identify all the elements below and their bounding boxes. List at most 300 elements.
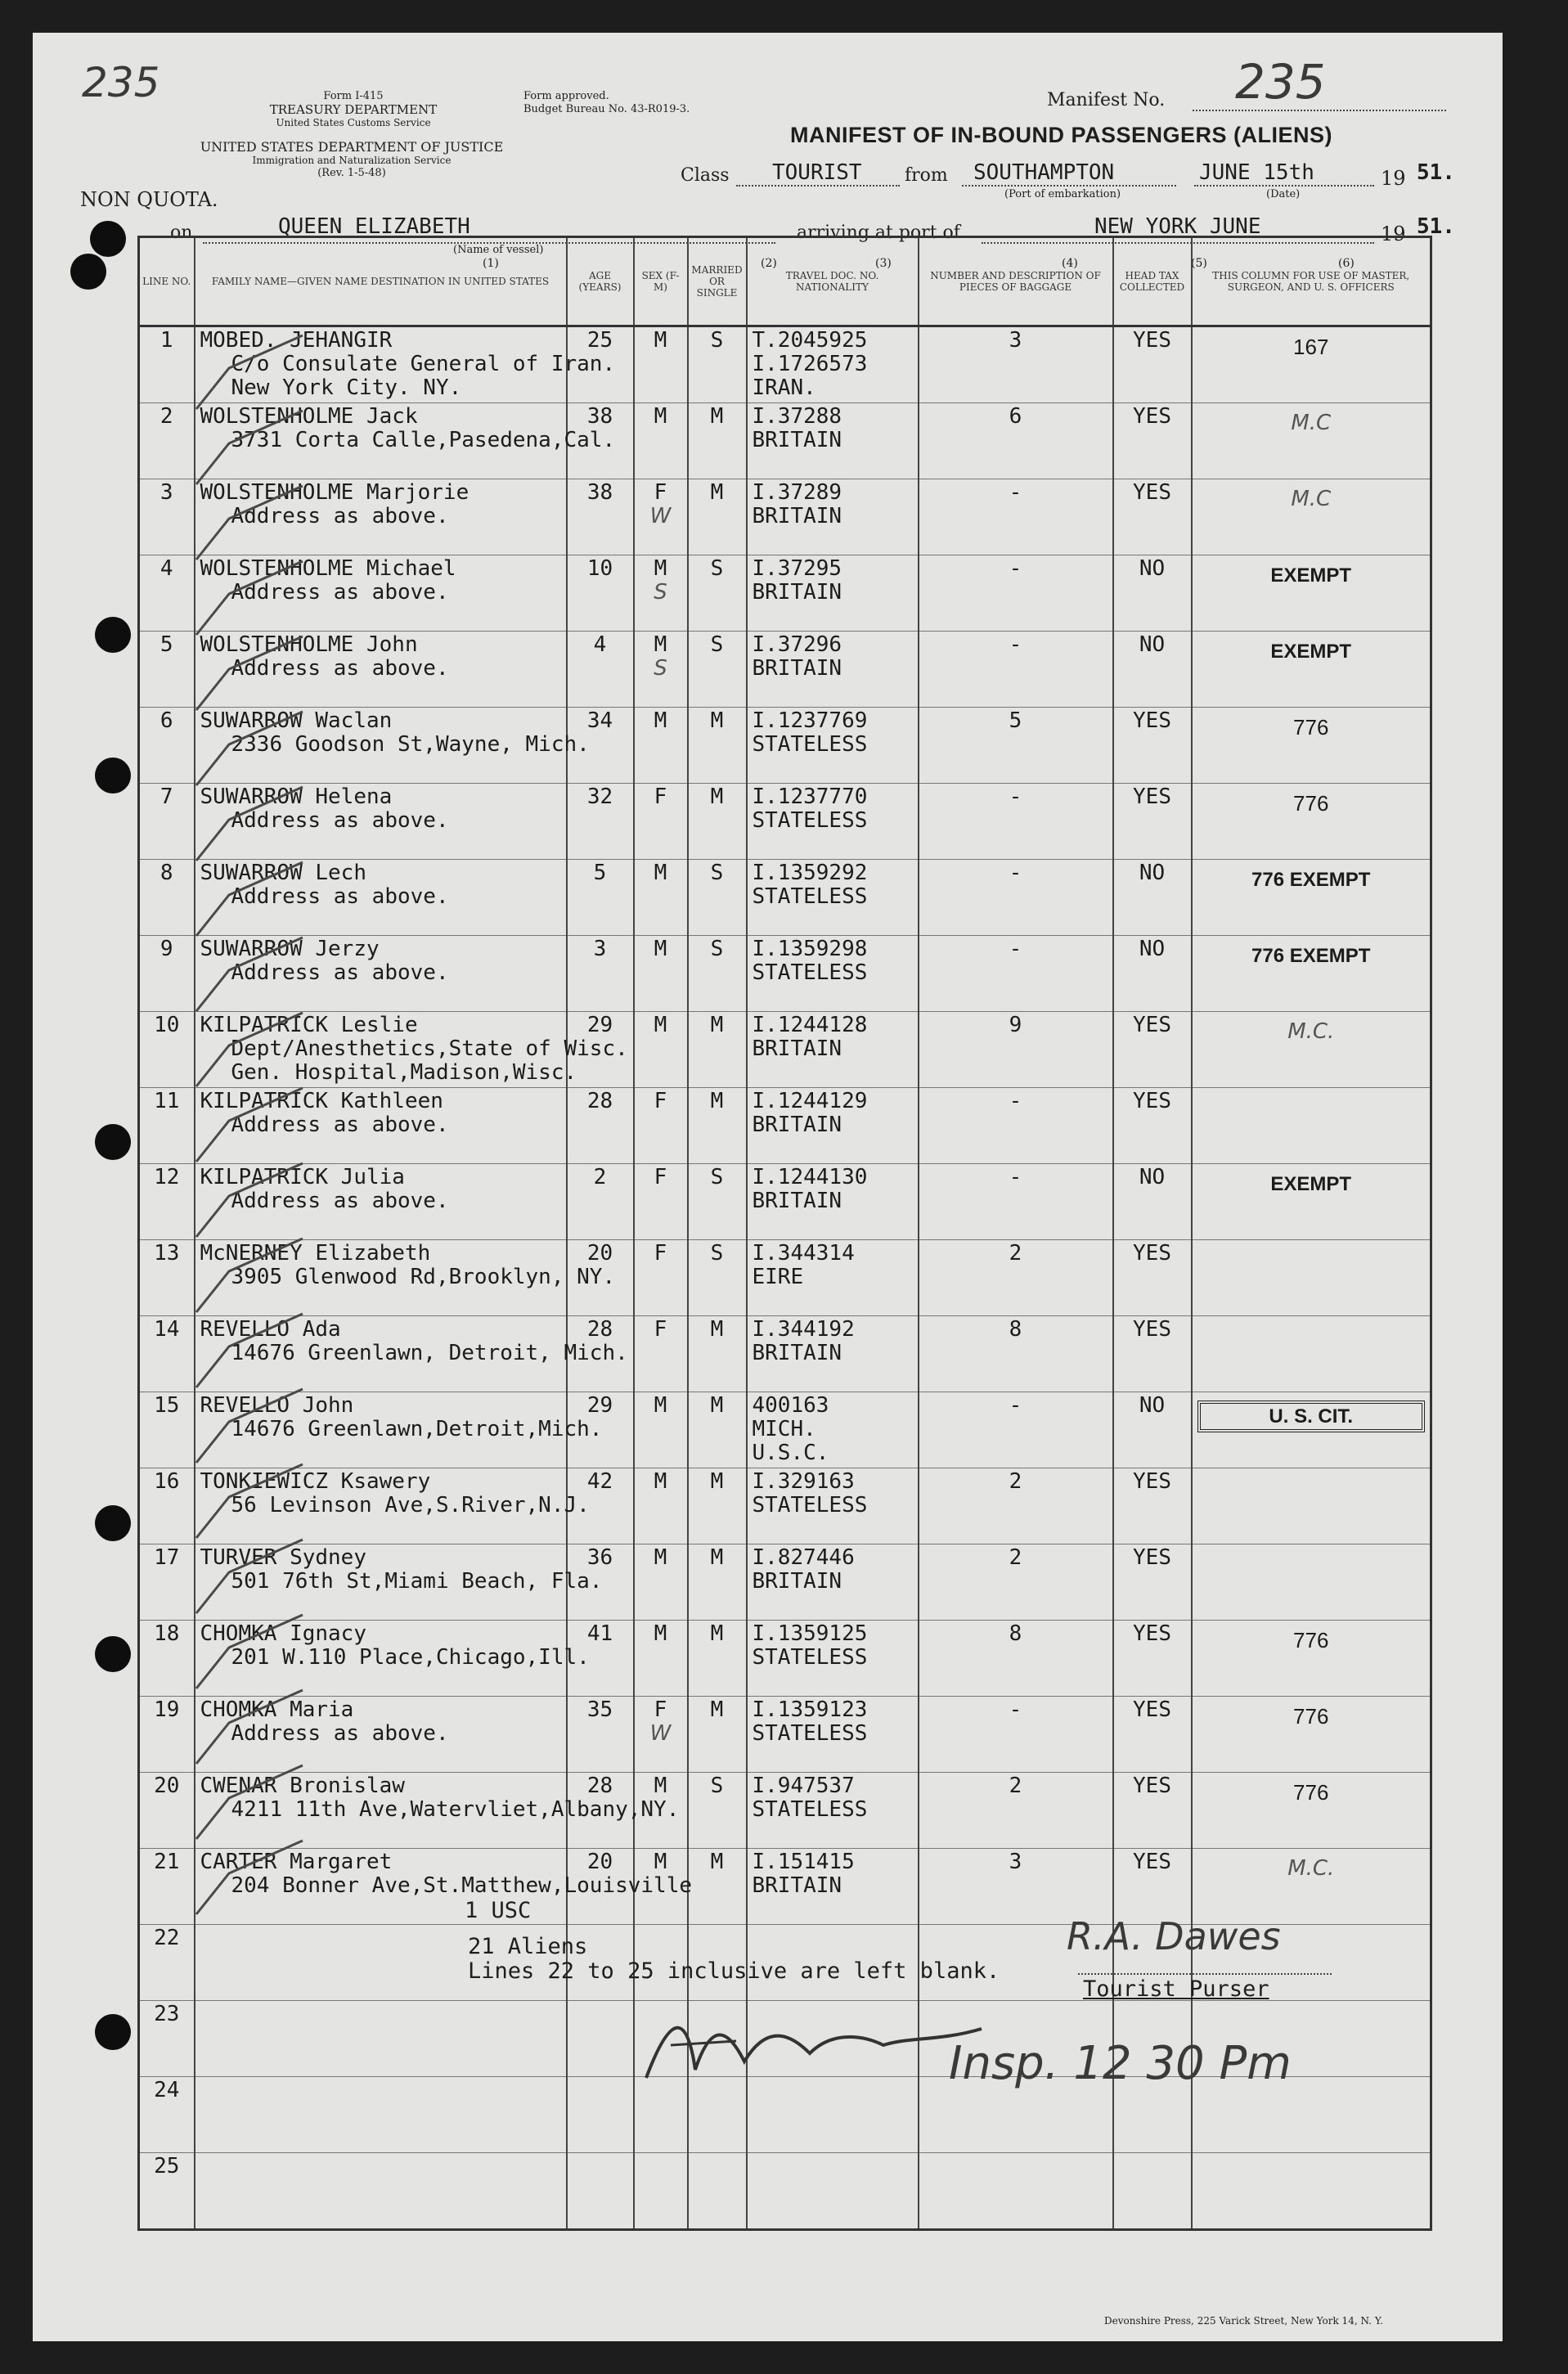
age-cell [567,1012,634,1088]
officer-use-cell [1192,1164,1431,1240]
manifest-no: 235 [1235,54,1326,110]
age-cell [567,860,634,936]
baggage-cell-bag: 2 [1009,1241,1022,1266]
marital-cell-ms: M [710,404,724,429]
passenger-name-addr: Dept/Anesthetics,State of Wisc. [231,1036,628,1061]
sex-cell [634,708,688,784]
head-tax-cell [1113,1773,1192,1849]
sex-cell-sex: M [654,1469,667,1494]
class-line [736,185,900,187]
officer-use-cell [1192,1316,1431,1392]
passenger-name-addr: 56 Levinson Ave,S.River,N.J. [231,1493,590,1517]
marital-cell-ms: S [710,1774,724,1798]
date-caption: (Date) [1266,188,1301,200]
line-number-line: 23 [154,2002,180,2026]
age-cell [567,2153,634,2230]
travel-doc-cell [747,2153,919,2230]
age-cell-age: 41 [586,1621,613,1646]
marital-cell [688,1316,747,1392]
age-cell-age: 10 [586,556,613,581]
officer-use-cell [1192,1088,1431,1164]
marital-cell-ms: S [710,937,724,961]
sex-cell [634,2153,688,2230]
passenger-name-addr: Address as above. [231,884,449,909]
baggage-cell-bag: - [1009,556,1022,581]
line-number-line: 13 [154,1241,180,1266]
head-tax-cell-tax: YES [1133,785,1171,809]
sex-cell-sex: M [654,1545,667,1570]
header-officer-use: THIS COLUMN FOR USE OF MASTER, SURGEON, AND U. S. OFFICERS [1192,237,1431,326]
head-tax-cell-tax: YES [1133,404,1171,429]
travel-doc-cell-doc: I.37288 [752,404,842,429]
baggage-cell [919,1316,1113,1392]
officer-use-cell-use: U. S. CIT. [1197,1401,1426,1432]
officer-use-cell-use: 776 [1293,1780,1329,1805]
table-header-row [139,237,1431,326]
passenger-name-name: MOBED. JEHANGIR [200,328,393,353]
alien-count: 21 Aliens [468,1934,588,1959]
baggage-cell-bag: 8 [1009,1317,1022,1342]
sex-cell [634,1468,688,1544]
travel-doc-cell-nat: STATELESS [752,884,868,909]
head-tax-cell [1113,2153,1192,2230]
sex-cell-sex: F [654,480,667,505]
officer-use-cell-use: EXEMPT [1270,641,1352,663]
marital-cell-ms: S [710,861,724,885]
travel-doc-cell [747,1621,919,1697]
age-cell [567,1240,634,1316]
baggage-cell-bag: 9 [1009,1013,1022,1037]
age-cell [567,403,634,479]
marital-cell [688,936,747,1012]
page-title: MANIFEST OF IN-BOUND PASSENGERS (ALIENS) [790,123,1333,147]
passenger-name-addr: Address as above. [231,580,449,605]
travel-doc-cell [747,1392,919,1468]
baggage-cell [919,632,1113,708]
travel-doc-cell [747,1468,919,1544]
baggage-cell [919,326,1113,403]
arriving-label: arriving at port of [797,223,960,243]
head-tax-cell-tax: YES [1133,1774,1171,1798]
marital-cell [688,784,747,860]
head-tax-cell [1113,784,1192,860]
sex-cell [634,555,688,632]
line-number-line: 6 [159,708,173,733]
line-number [139,2001,195,2077]
stamp-number: 235 [82,59,160,106]
marital-cell-ms: S [710,556,724,581]
travel-doc-cell [747,860,919,936]
officer-use-cell [1192,2153,1431,2230]
passenger-name-addr: 3905 Glenwood Rd,Brooklyn, NY. [231,1265,616,1289]
baggage-cell-bag: - [1009,1165,1022,1189]
header-age: AGE (YEARS) [567,237,634,326]
age-cell [567,1697,634,1773]
passenger-name-name: CHOMKA Maria [200,1697,354,1722]
form-approved: Form approved. [523,90,609,102]
travel-doc-cell-doc: I.344192 [752,1317,855,1342]
marital-cell-ms: M [710,1697,724,1722]
sex-cell [634,936,688,1012]
year2-prefix: 19 [1381,223,1406,245]
head-tax-cell [1113,860,1192,936]
check-mark [196,1239,303,1312]
travel-doc-cell-doc: I.1237770 [752,785,868,809]
head-tax-cell [1113,403,1192,479]
head-tax-cell [1113,1392,1192,1468]
head-tax-cell-tax: YES [1133,480,1171,505]
line-number-line: 2 [159,404,173,429]
sex-cell-sex: F [654,1241,667,1266]
baggage-cell [919,1012,1113,1088]
check-mark [196,1841,303,1914]
punch-hole [70,254,106,290]
baggage-cell-bag: 2 [1009,1545,1022,1570]
passenger-name-addr: Address as above. [231,1113,449,1137]
sex-cell [634,1697,688,1773]
age-cell [567,1849,634,1925]
age-cell-age: 29 [586,1393,613,1418]
head-tax-cell [1113,1088,1192,1164]
travel-doc-cell-doc: I.344314 [752,1241,855,1266]
head-tax-cell [1113,1316,1192,1392]
baggage-cell-bag: 2 [1009,1469,1022,1494]
travel-doc-cell [747,1544,919,1621]
punch-hole [95,617,131,653]
budget-number: Budget Bureau No. 43-R019-3. [523,103,690,115]
check-mark [196,1464,303,1538]
marital-cell-ms: S [710,328,724,353]
form-dept: TREASURY DEPARTMENT [269,102,438,117]
port-value: SOUTHAMPTON [973,160,1115,185]
check-mark [196,712,303,785]
age-cell [567,326,634,403]
age-cell-age: 38 [586,404,613,429]
officer-use-cell [1192,708,1431,784]
head-tax-cell-tax: NO [1139,632,1166,657]
marital-cell-ms: M [710,1089,724,1113]
passenger-name-addr: Address as above. [231,1189,449,1213]
travel-doc-cell-doc: I.1237769 [752,708,868,733]
officer-use-cell [1192,1468,1431,1544]
travel-doc-cell-nat: BRITAIN [752,1569,842,1594]
passenger-name-addr: 4211 11th Ave,Watervliet,Albany,NY. [231,1797,680,1822]
baggage-cell [919,1088,1113,1164]
age-cell-age: 3 [593,937,607,961]
marital-cell [688,632,747,708]
header-name: FAMILY NAME—GIVEN NAME DESTINATION IN UNITED STATES [195,237,567,326]
marital-cell-ms: M [710,1850,724,1874]
travel-doc-cell-doc2: I.1726573 [752,352,868,376]
passenger-name-addr2: New York City. NY. [231,375,462,400]
sex-cell-sex: M [654,404,667,429]
age-cell [567,632,634,708]
head-tax-cell-tax: YES [1133,328,1171,353]
travel-doc-cell [747,326,919,403]
passenger-name-name: SUWARROW Jerzy [200,937,380,961]
passenger-name-name: REVELLO Ada [200,1317,341,1342]
age-cell-age: 32 [586,785,613,809]
travel-doc-cell-nat: STATELESS [752,1721,868,1746]
passenger-name-name: WOLSTENHOLME John [200,632,418,657]
marital-cell-ms: M [710,1545,724,1570]
age-cell [567,479,634,555]
check-mark [196,636,303,710]
travel-doc-cell [747,1773,919,1849]
line-number-line: 19 [154,1697,180,1722]
line-number-line: 17 [154,1545,180,1570]
head-tax-cell [1113,1468,1192,1544]
travel-doc-cell-doc: I.1359298 [752,937,868,961]
officer-use-cell [1192,1849,1431,1925]
marital-cell [688,1849,747,1925]
officer-use-cell-use: 776 [1293,1704,1329,1729]
age-cell [567,555,634,632]
marital-cell [688,708,747,784]
officer-use-cell [1192,784,1431,860]
sex-cell [634,1164,688,1240]
marital-cell [688,1773,747,1849]
age-cell [567,1773,634,1849]
travel-doc-cell-doc: I.1244128 [752,1013,868,1037]
form-id: Form I-415 [323,90,384,102]
usc-count: 1 USC [465,1898,532,1923]
head-tax-cell-tax: NO [1139,861,1166,885]
officer-use-cell-use: EXEMPT [1270,1173,1352,1195]
marital-cell-ms: S [710,1241,724,1266]
baggage-cell-bag: - [1009,480,1022,505]
marital-cell [688,1240,747,1316]
officer-use-cell-use: 776 [1293,1628,1329,1652]
marital-cell [688,326,747,403]
arrival-port: NEW YORK JUNE [1094,214,1261,239]
age-cell-age: 20 [586,1241,613,1266]
travel-doc-cell-nat: BRITAIN [752,1189,842,1213]
passenger-name-name: WOLSTENHOLME Marjorie [200,480,470,505]
blank-lines-note: Lines 22 to 25 inclusive are left blank. [468,1958,1000,1984]
travel-doc-cell-nat: BRITAIN [752,580,842,605]
sex-cell [634,1544,688,1621]
doj-title: UNITED STATES DEPARTMENT OF JUSTICE [200,139,504,155]
header-married: MARRIED OR SINGLE [688,237,747,326]
sex-cell [634,1849,688,1925]
sex-cell-sex: F [654,1165,667,1189]
non-quota: NON QUOTA. [80,188,218,211]
passenger-name [195,2001,567,2077]
age-cell [567,708,634,784]
baggage-cell [919,1240,1113,1316]
marital-cell [688,403,747,479]
signer-title: Tourist Purser [1083,1976,1269,2002]
passenger-name-name: TONKIEWICZ Ksawery [200,1469,431,1494]
travel-doc-cell-doc: I.1359125 [752,1621,868,1646]
travel-doc-cell [747,936,919,1012]
age-cell-age: 36 [586,1545,613,1570]
check-mark [196,937,303,1011]
baggage-cell-bag: - [1009,1393,1022,1418]
baggage-cell-bag: - [1009,1089,1022,1113]
marital-cell [688,1164,747,1240]
age-cell [567,1544,634,1621]
travel-doc-cell-nat: U.S.C. [752,1441,829,1465]
head-tax-cell [1113,1849,1192,1925]
head-tax-cell-tax: NO [1139,1165,1166,1189]
baggage-cell [919,784,1113,860]
age-cell [567,1621,634,1697]
header-head-tax: HEAD TAX COLLECTED [1113,237,1192,326]
officer-use-cell [1192,555,1431,632]
sex-cell-hand: S [654,580,667,605]
officer-use-cell-use: 776 [1293,715,1329,740]
line-number [139,2153,195,2230]
check-mark [196,787,303,861]
marital-cell-ms: M [710,1317,724,1342]
line-number-line: 21 [154,1850,180,1874]
line-number-line: 22 [154,1926,180,1950]
sex-cell [634,1316,688,1392]
marital-cell [688,1392,747,1468]
age-cell-age: 20 [586,1850,613,1874]
travel-doc-cell [747,1088,919,1164]
marital-cell [688,1468,747,1544]
col-num-3: (3) [875,257,892,270]
travel-doc-cell-nat: IRAN. [752,375,816,400]
passenger-name-name: McNERNEY Elizabeth [200,1241,431,1266]
check-mark [196,862,303,936]
travel-doc-cell [747,1240,919,1316]
officer-use-cell-use: M.C. [1287,1019,1335,1044]
check-mark [196,1765,303,1839]
baggage-cell [919,1544,1113,1621]
line-number-line: 10 [154,1013,180,1037]
head-tax-cell [1113,708,1192,784]
travel-doc-cell-nat: STATELESS [752,1493,868,1517]
check-mark [196,1389,303,1463]
officer-use-cell [1192,326,1431,403]
sex-cell-sex: F [654,785,667,809]
line-number-line: 20 [154,1774,180,1798]
baggage-cell-bag: - [1009,785,1022,809]
baggage-cell-bag: - [1009,861,1022,885]
age-cell-age: 28 [586,1317,613,1342]
travel-doc-cell-doc: I.947537 [752,1774,855,1798]
baggage-cell [919,1849,1113,1925]
head-tax-cell-tax: YES [1133,1317,1171,1342]
sex-cell [634,1773,688,1849]
baggage-cell [919,2153,1113,2230]
passenger-name-name: CARTER Margaret [200,1850,393,1874]
officer-use-cell [1192,936,1431,1012]
passenger-name-name: CWENAR Bronislaw [200,1774,405,1798]
travel-doc-cell-doc: I.151415 [752,1850,855,1874]
age-cell-age: 34 [586,708,613,733]
baggage-cell [919,1621,1113,1697]
sex-cell-hand: W [649,1721,672,1746]
travel-doc-cell-doc: T.2045925 [752,328,868,353]
col-num-1: (1) [483,257,499,270]
passenger-name-name: KILPATRICK Julia [200,1165,405,1189]
passenger-name-name: SUWARROW Lech [200,861,366,885]
marital-cell [688,2153,747,2230]
vessel-name: QUEEN ELIZABETH [278,214,470,239]
line-number-line: 16 [154,1469,180,1494]
officer-use-cell [1192,1621,1431,1697]
line-number-line: 3 [159,480,173,505]
travel-doc-cell-doc: I.1244129 [752,1089,868,1113]
marital-cell [688,479,747,555]
travel-doc-cell-nat: BRITAIN [752,1113,842,1137]
travel-doc-cell-doc: 400163 [752,1393,829,1418]
marital-cell-ms: M [710,1469,724,1494]
port-caption: (Port of embarkation) [1004,188,1121,200]
manifest-no-label: Manifest No. [1047,90,1166,110]
officer-use-cell [1192,860,1431,936]
col-num-4: (4) [1062,257,1078,270]
travel-doc-cell [747,555,919,632]
class-label: Class [681,165,730,186]
year2-value: 51. [1417,214,1455,239]
age-cell-age: 28 [586,1774,613,1798]
officer-use-cell [1192,632,1431,708]
approval-block [523,90,690,116]
head-tax-cell [1113,1240,1192,1316]
punch-hole [95,758,131,794]
passenger-name-name: CHOMKA Ignacy [200,1621,366,1646]
marital-cell [688,1088,747,1164]
sex-cell-sex: F [654,1697,667,1722]
age-cell [567,1164,634,1240]
check-mark [196,1615,303,1688]
head-tax-cell [1113,1697,1192,1773]
age-cell [567,2001,634,2077]
head-tax-cell-tax: YES [1133,1697,1171,1722]
form-block [231,90,476,129]
signature-line [1078,1973,1332,1975]
travel-doc-cell [747,784,919,860]
head-tax-cell-tax: YES [1133,1850,1171,1874]
class-value: TOURIST [772,160,862,185]
head-tax-cell-tax: NO [1139,556,1166,581]
sex-cell [634,860,688,936]
baggage-cell-bag: 2 [1009,1774,1022,1798]
sex-cell-sex: F [654,1089,667,1113]
travel-doc-cell-nat: STATELESS [752,1645,868,1670]
header-travel-doc: TRAVEL DOC. NO. NATIONALITY [747,237,919,326]
passenger-name-addr: 501 76th St,Miami Beach, Fla. [231,1569,603,1594]
baggage-cell [919,1468,1113,1544]
line-number-line: 14 [154,1317,180,1342]
marital-cell-ms: S [710,632,724,657]
purser-signature: R.A. Dawes [1067,1914,1281,1958]
head-tax-cell-tax: YES [1133,1621,1171,1646]
baggage-cell [919,936,1113,1012]
check-mark [196,1163,303,1237]
line-number-line: 15 [154,1393,180,1418]
head-tax-cell-tax: YES [1133,1089,1171,1113]
line-number-line: 12 [154,1165,180,1189]
marital-cell [688,1621,747,1697]
passenger-name-name: KILPATRICK Leslie [200,1013,418,1037]
head-tax-cell-tax: YES [1133,1241,1171,1266]
officer-use-cell [1192,1697,1431,1773]
marital-cell-ms: M [710,1621,724,1646]
sex-cell-sex: M [654,1013,667,1037]
sex-cell-hand: S [654,656,667,681]
form-service: United States Customs Service [276,117,431,128]
sex-cell-sex: M [654,861,667,885]
officer-use-cell-use: M.C [1291,487,1332,511]
head-tax-cell [1113,479,1192,555]
